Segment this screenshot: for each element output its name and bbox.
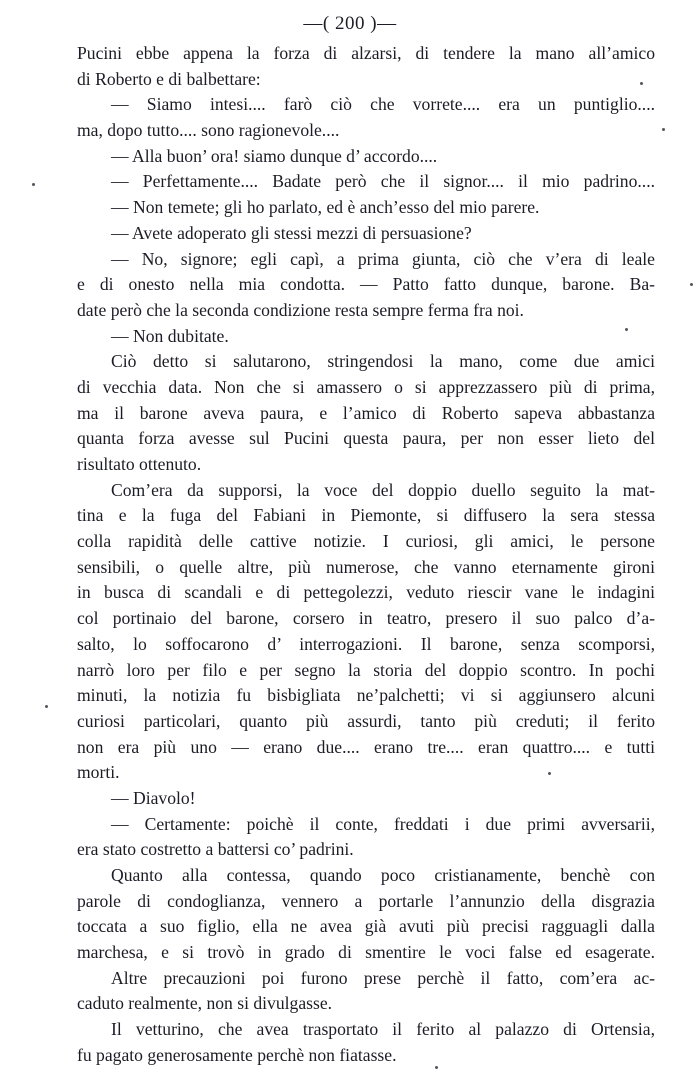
text-line: di vecchia data. Non che si amassero o si apprezzassero più di prima, — [77, 376, 655, 397]
scan-speck — [32, 183, 35, 186]
text-line: toccata a suo figlio, ella ne avea già avuti più precisi ragguagli dalla — [77, 916, 655, 937]
text-line: parole di condoglianza, vennero a portarle l’annunzio della disgrazia — [77, 890, 655, 911]
text-line: ma il barone aveva paura, e l’amico di Roberto sapeva abbastanza — [77, 402, 655, 423]
scan-speck — [640, 82, 643, 85]
text-line: Altre precauzioni poi furono prese perchè il fatto, com’era ac- — [111, 967, 655, 988]
text-line: — Non temete; gli ho parlato, ed è anch’esso del mio parere. — [111, 197, 540, 218]
text-line: col portinaio del barone, corsero in teatro, presero il suo palco d’a- — [77, 608, 655, 629]
scan-speck — [45, 705, 48, 708]
text-line: Ciò detto si salutarono, stringendosi la mano, come due amici — [111, 351, 655, 372]
text-line: narrò loro per filo e per segno la storia del doppio scontro. In pochi — [77, 659, 655, 680]
text-line: non era più uno — erano due.... erano tre.... eran quattro.... e tutti — [77, 736, 655, 757]
text-line: marchesa, e si trovò in grado di smentire le voci false ed esagerate. — [77, 942, 655, 963]
text-line: risultato ottenuto. — [77, 454, 202, 474]
body-text — [77, 41, 655, 1069]
scan-speck — [548, 772, 551, 775]
text-line: morti. — [77, 762, 120, 783]
text-line: — Siamo intesi.... farò ciò che vorrete.... era un puntiglio.... — [111, 94, 655, 115]
text-line: minuti, la notizia fu bisbigliata ne’palchetti; vi si aggiunsero alcuni — [77, 685, 655, 706]
text-line: — Avete adoperato gli stessi mezzi di persuasione? — [111, 222, 472, 243]
text-line: — Diavolo! — [111, 787, 196, 808]
text-line: quanta forza avesse sul Pucini questa paura, per non esser lieto del — [77, 428, 655, 449]
text-line: curiosi particolari, quanto più assurdi, tanto più creduti; il ferito — [77, 710, 655, 731]
text-line: era stato costretto a battersi co’ padrini. — [77, 839, 354, 860]
scan-speck — [662, 128, 665, 131]
text-line: — Certamente: poichè il conte, freddati i due primi avversarii, — [111, 813, 655, 834]
text-line: — Alla buon’ ora! siamo dunque d’ accordo.... — [111, 145, 438, 166]
text-line: sensibili, o quelle altre, più numerose, che vanno eternamente gironi — [77, 556, 655, 577]
text-line: Com’era da supporsi, la voce del doppio duello seguito la mat- — [111, 479, 655, 500]
text-line: — Perfettamente.... Badate però che il signor.... il mio padrino.... — [111, 171, 655, 192]
text-line: caduto realmente, non si divulgasse. — [77, 993, 333, 1014]
text-line: e di onesto nella mia condotta. — Patto fatto dunque, barone. Ba- — [77, 274, 655, 295]
text-line: tina e la fuga del Fabiani in Piemonte, si diffusero la sera stessa — [77, 505, 655, 526]
text-line: — No, signore; egli capì, a prima giunta, ciò che v’era di leale — [111, 248, 655, 269]
text-line: colla rapidità delle cattive notizie. I curiosi, gli amici, le persone — [77, 531, 655, 552]
scan-speck — [690, 283, 693, 286]
text-line: Quanto alla contessa, quando poco cristianamente, benchè con — [111, 865, 655, 885]
text-line: di Roberto e di balbettare: — [77, 68, 261, 89]
text-line: — Non dubitate. — [111, 325, 229, 346]
text-line: date però che la seconda condizione resta sempre ferma fra noi. — [77, 299, 524, 320]
text-line: ma, dopo tutto.... sono ragionevole.... — [77, 120, 340, 141]
text-line: Il vetturino, che avea trasportato il ferito al palazzo di Ortensia, — [111, 1019, 655, 1040]
scan-speck — [435, 1066, 438, 1069]
page-number-header: —( 200 )— — [303, 13, 397, 34]
scan-speck — [625, 328, 628, 331]
text-line: fu pagato generosamente perchè non fiatasse. — [77, 1044, 397, 1065]
text-line: Pucini ebbe appena la forza di alzarsi, di tendere la mano all’amico — [77, 43, 655, 63]
text-line: in busca di scandali e di pettegolezzi, veduto riescir vane le indagini — [77, 582, 655, 603]
text-line: salto, lo soffocarono d’ interrogazioni. Il barone, senza scomporsi, — [77, 633, 655, 654]
